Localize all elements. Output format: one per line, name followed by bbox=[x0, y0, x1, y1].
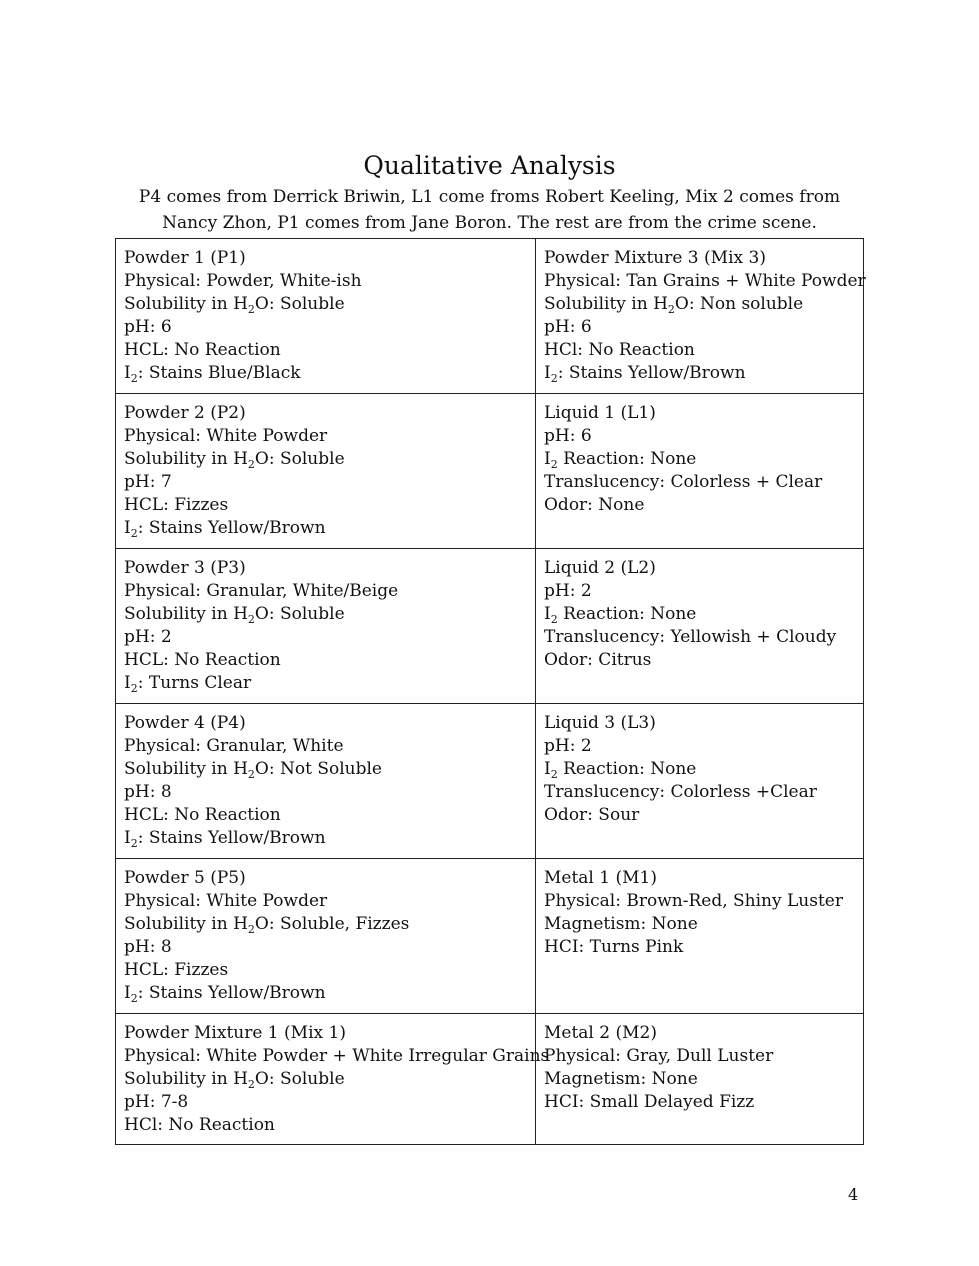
sample-solubility: Solubility in $H_2O$: Soluble bbox=[124, 449, 345, 471]
sample-hci: HCI: Small Delayed Fizz bbox=[544, 1092, 755, 1112]
sample-cell-p1 bbox=[116, 239, 536, 394]
sample-physical: Physical: Powder, White-ish bbox=[124, 271, 362, 291]
sample-translucency: Translucency: Yellowish + Cloudy bbox=[544, 627, 837, 647]
sample-physical: Physical: Granular, White/Beige bbox=[124, 581, 399, 601]
table-row bbox=[116, 239, 864, 394]
sample-iodine: $I_2$: Stains Blue/Black bbox=[124, 363, 301, 385]
sample-physical: Physical: White Powder + White Irregular Grains bbox=[124, 1046, 550, 1066]
sample-cell-l1 bbox=[536, 394, 864, 549]
analysis-table bbox=[115, 238, 864, 1145]
table-row bbox=[116, 859, 864, 1014]
sample-ph: pH: 6 bbox=[544, 426, 592, 446]
sample-hci: HCI: Turns Pink bbox=[544, 937, 684, 957]
sample-iodine: $I_2$ Reaction: None bbox=[544, 449, 697, 471]
sample-cell-l3 bbox=[536, 704, 864, 859]
sample-ph: pH: 7-8 bbox=[124, 1092, 189, 1112]
sample-odor: Odor: Sour bbox=[544, 805, 640, 825]
sample-solubility: Solubility in $H_2O$: Soluble bbox=[124, 604, 345, 626]
sample-solubility: Solubility in $H_2O$: Not Soluble bbox=[124, 759, 382, 781]
sample-magnetism: Magnetism: None bbox=[544, 1069, 698, 1089]
sample-physical: Physical: White Powder bbox=[124, 891, 328, 911]
sample-name: Metal 1 (M1) bbox=[544, 868, 657, 888]
sample-ph: pH: 8 bbox=[124, 937, 172, 957]
sample-name: Liquid 2 (L2) bbox=[544, 558, 656, 578]
sample-ph: pH: 2 bbox=[124, 627, 172, 647]
sample-iodine: $I_2$: Stains Yellow/Brown bbox=[124, 828, 326, 850]
sample-iodine: $I_2$: Stains Yellow/Brown bbox=[124, 983, 326, 1005]
sample-physical: Physical: Gray, Dull Luster bbox=[544, 1046, 774, 1066]
sample-hcl: HCL: Fizzes bbox=[124, 960, 229, 980]
sample-physical: Physical: Brown-Red, Shiny Luster bbox=[544, 891, 843, 911]
sample-cell-p3 bbox=[116, 549, 536, 704]
sample-solubility: Solubility in $H_2O$: Soluble, Fizzes bbox=[124, 914, 410, 936]
sample-cell-m2 bbox=[536, 1014, 864, 1145]
sample-name: Powder Mixture 1 (Mix 1) bbox=[124, 1023, 346, 1043]
sample-hcl: HCL: No Reaction bbox=[124, 650, 281, 670]
sample-hcl: HCl: No Reaction bbox=[124, 1115, 275, 1135]
sample-name: Liquid 1 (L1) bbox=[544, 403, 656, 423]
sample-name: Powder 4 (P4) bbox=[124, 713, 246, 733]
sample-hcl: HCl: No Reaction bbox=[544, 340, 695, 360]
table-row bbox=[116, 1014, 864, 1145]
sample-iodine: $I_2$ Reaction: None bbox=[544, 759, 697, 781]
sample-magnetism: Magnetism: None bbox=[544, 914, 698, 934]
table-row bbox=[116, 704, 864, 859]
sample-hcl: HCL: Fizzes bbox=[124, 495, 229, 515]
sample-hcl: HCL: No Reaction bbox=[124, 805, 281, 825]
sample-ph: pH: 7 bbox=[124, 472, 172, 492]
sample-ph: pH: 6 bbox=[544, 317, 592, 337]
sample-ph: pH: 8 bbox=[124, 782, 172, 802]
sample-iodine: $I_2$: Stains Yellow/Brown bbox=[124, 518, 326, 540]
sample-name: Powder 1 (P1) bbox=[124, 248, 246, 268]
sample-name: Powder 3 (P3) bbox=[124, 558, 246, 578]
sample-cell-p5 bbox=[116, 859, 536, 1014]
sample-cell-p4 bbox=[116, 704, 536, 859]
table-row bbox=[116, 549, 864, 704]
sample-solubility: Solubility in $H_2O$: Soluble bbox=[124, 294, 345, 316]
sample-name: Liquid 3 (L3) bbox=[544, 713, 656, 733]
sample-hcl: HCL: No Reaction bbox=[124, 340, 281, 360]
page-number: 4 bbox=[848, 1185, 859, 1204]
sample-name: Powder Mixture 3 (Mix 3) bbox=[544, 248, 766, 268]
table-row bbox=[116, 394, 864, 549]
sample-cell-l2 bbox=[536, 549, 864, 704]
sample-name: Powder 2 (P2) bbox=[124, 403, 246, 423]
sample-cell-p2 bbox=[116, 394, 536, 549]
sample-translucency: Translucency: Colorless +Clear bbox=[544, 782, 817, 802]
sample-iodine: $I_2$: Stains Yellow/Brown bbox=[544, 363, 746, 385]
sample-cell-mix3 bbox=[536, 239, 864, 394]
page-subtitle: P4 comes from Derrick Briwin, L1 come froms Robert Keeling, Mix 2 comes from Nancy Zhon, P1 comes from Jane Boron. The rest are from the crime scene. bbox=[138, 187, 841, 233]
sample-solubility: Solubility in $H_2O$: Non soluble bbox=[544, 294, 804, 316]
sample-iodine: $I_2$ Reaction: None bbox=[544, 604, 697, 626]
sample-ph: pH: 2 bbox=[544, 581, 592, 601]
sample-ph: pH: 2 bbox=[544, 736, 592, 756]
sample-solubility: Solubility in $H_2O$: Soluble bbox=[124, 1069, 345, 1091]
sample-odor: Odor: None bbox=[544, 495, 645, 515]
page-title: Qualitative Analysis bbox=[363, 151, 616, 180]
sample-odor: Odor: Citrus bbox=[544, 650, 652, 670]
sample-physical: Physical: Tan Grains + White Powder bbox=[544, 271, 866, 291]
sample-name: Metal 2 (M2) bbox=[544, 1023, 657, 1043]
sample-name: Powder 5 (P5) bbox=[124, 868, 246, 888]
sample-translucency: Translucency: Colorless + Clear bbox=[544, 472, 823, 492]
sample-ph: pH: 6 bbox=[124, 317, 172, 337]
sample-cell-m1 bbox=[536, 859, 864, 1014]
sample-physical: Physical: White Powder bbox=[124, 426, 328, 446]
sample-physical: Physical: Granular, White bbox=[124, 736, 344, 756]
sample-iodine: $I_2$: Turns Clear bbox=[124, 673, 252, 695]
sample-cell-mix1 bbox=[116, 1014, 550, 1145]
